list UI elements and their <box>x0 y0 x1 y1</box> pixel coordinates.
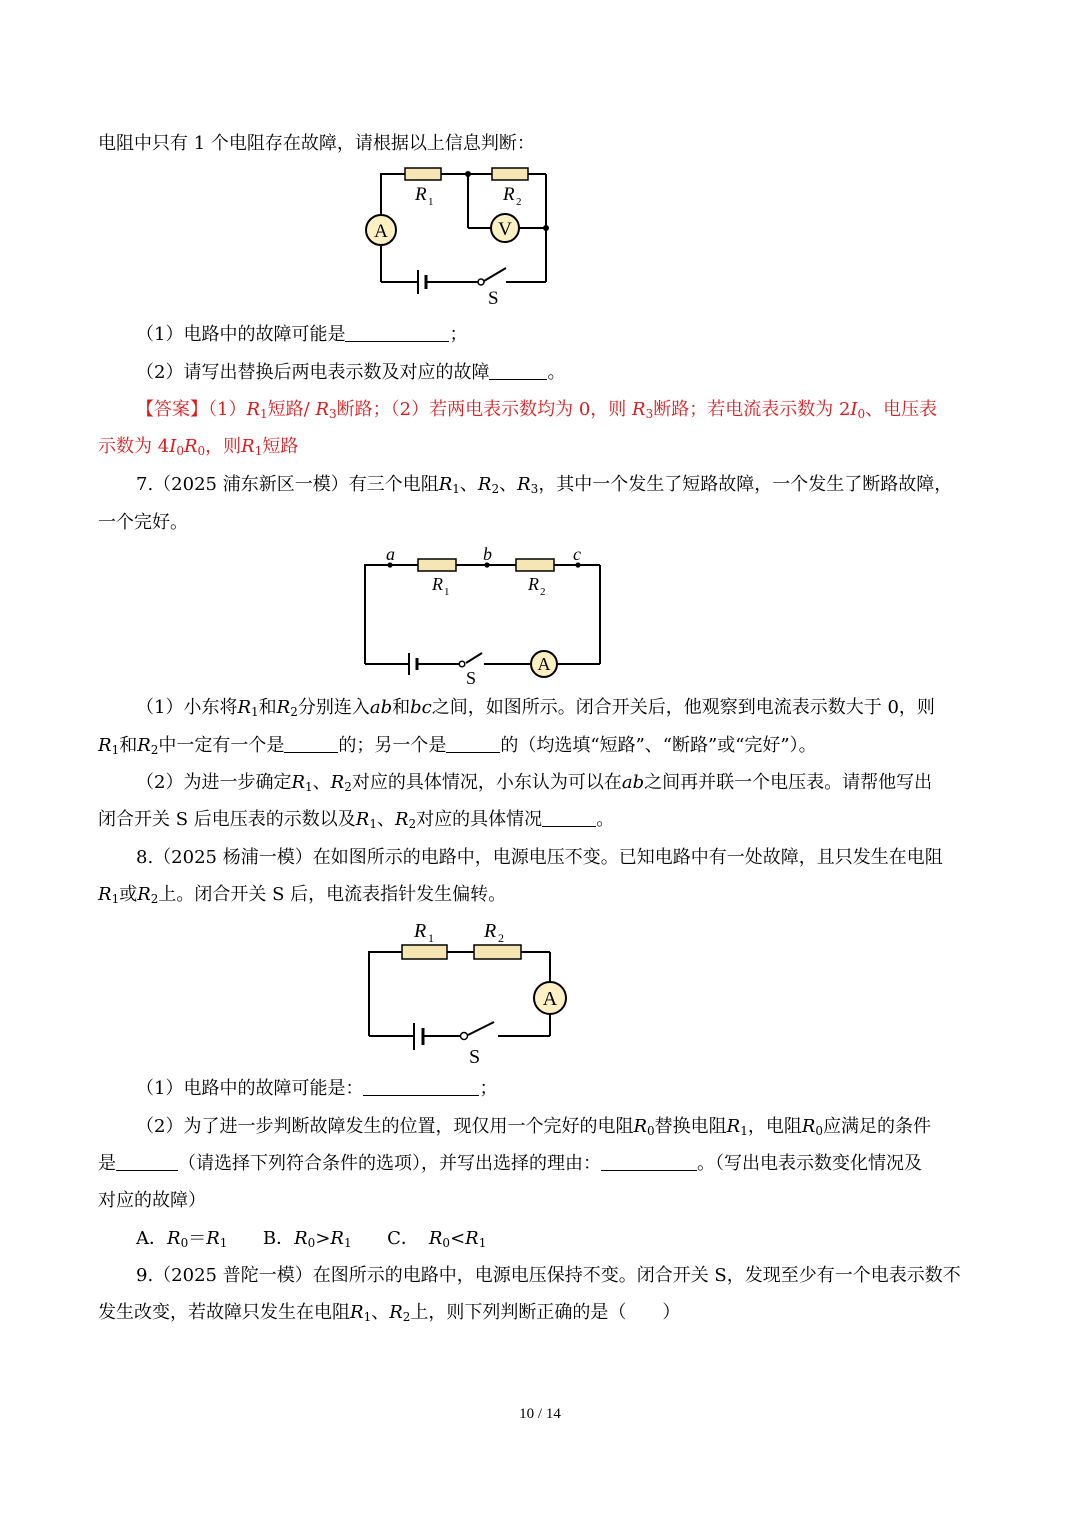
q8-stem: 8.（2025 杨浦一模）在如图所示的电路中，电源电压不变。已知电路中有一处故障，且只发生在电阻 <box>136 847 943 868</box>
ammeter-icon <box>534 982 566 1014</box>
q8-part2-line3: 对应的故障） <box>98 1190 206 1211</box>
svg-text:A: A <box>537 654 551 674</box>
answer-line-1: 【答案】$(1)R_1$短路/ $R_3$断路；（2）若两电表示数均为 0，则 $R_3$断路；若电流表示数为 $2I_0$、电压表 <box>136 399 938 421</box>
resistor-r2 <box>516 559 554 571</box>
label-r2: R <box>484 920 497 942</box>
q9-stem-line2: 发生改变，若故障只发生在电阻$R_1$、$R_2$上，则下列判断正确的是（ ） <box>98 1302 681 1324</box>
circuit-diagram-1 <box>360 160 560 310</box>
label-r1: R <box>432 574 443 594</box>
label-a: a <box>386 544 395 564</box>
option-a[interactable]: A．$R_0=R_1$ <box>136 1228 228 1250</box>
resistor-r2 <box>474 945 521 959</box>
ammeter-icon <box>531 651 557 677</box>
answer-blank[interactable] <box>601 1152 697 1171</box>
answer-blank[interactable] <box>363 1077 479 1096</box>
resistor-r1 <box>405 168 441 180</box>
circuit-diagram-3 <box>360 912 580 1072</box>
q8-stem-line2: $R_1$或$R_2$上。闭合开关 S 后，电流表指针发生偏转。 <box>98 884 507 906</box>
answer-blank[interactable] <box>446 734 500 753</box>
label-switch: S <box>488 288 499 309</box>
q7-part2-line2: 闭合开关 S 后电压表的示数以及$R_1$、$R_2$对应的具体情况 。 <box>98 809 615 831</box>
label-r2: R <box>528 574 539 594</box>
q7-part1: （1）小东将$R_1$和$R_2$分别连入ab和bc之间，如图所示。闭合开关后，他观察到电流表示数大于 0，则 <box>136 697 935 719</box>
voltmeter-icon <box>491 214 519 242</box>
q9-stem: 9.（2025 普陀一模）在图所示的电路中，电源电压保持不变。闭合开关 S，发现至少有一个电表示数不 <box>136 1265 961 1286</box>
q7-stem-line2: 一个完好。 <box>98 512 188 533</box>
q8-options <box>136 1227 486 1251</box>
resistor-r1 <box>418 559 456 571</box>
q8-part2: （2）为了进一步判断故障发生的位置，现仅用一个完好的电阻$R_0$替换电阻$R_1$，电阻$R_0$应满足的条件 <box>136 1116 932 1138</box>
label-b: b <box>483 544 492 564</box>
svg-text:A: A <box>374 221 388 242</box>
ammeter-icon <box>366 215 396 245</box>
svg-text:1: 1 <box>444 586 450 598</box>
svg-text:1: 1 <box>428 196 434 208</box>
svg-text:2: 2 <box>540 586 546 598</box>
answer-blank[interactable] <box>542 808 596 827</box>
label-r1: R <box>415 184 427 205</box>
svg-text:2: 2 <box>516 196 522 208</box>
option-c[interactable]: C． $R_0<R_1$ <box>387 1228 487 1250</box>
label-r1: R <box>414 920 427 942</box>
label-switch: S <box>466 668 477 688</box>
q8-part2-line2: 是 （请选择下列符合条件的选项），并写出选择的理由： 。（写出电表示数变化情况及 <box>98 1153 922 1174</box>
circuit-diagram-2 <box>350 540 610 690</box>
answer-blank[interactable] <box>345 323 449 342</box>
q8-part1: （1）电路中的故障可能是： ； <box>136 1078 498 1099</box>
svg-text:2: 2 <box>498 931 504 945</box>
q7-stem: 7.（2025 浦东新区一模）有三个电阻$R_1$、$R_2$、$R_3$，其中一个发生了短路故障，一个发生了断路故障， <box>136 474 953 496</box>
intro-text: 电阻中只有 1 个电阻存在故障，请根据以上信息判断： <box>98 133 535 154</box>
label-c: c <box>573 544 581 564</box>
svg-text:A: A <box>542 988 558 1010</box>
q7-part1-line2: $R_1$和$R_2$中一定有一个是 的；另一个是 的（均选填“短路”、“断路”或“完好”）。 <box>98 735 817 757</box>
svg-text:V: V <box>498 219 512 240</box>
q7-part2: （2）为进一步确定$R_1$、$R_2$对应的具体情况，小东认为可以在ab之间再并联一个电压表。请帮他写出 <box>136 772 933 794</box>
svg-text:1: 1 <box>428 931 434 945</box>
resistor-r1 <box>402 945 447 959</box>
answer-blank[interactable] <box>116 1152 178 1171</box>
q6-part1: （1）电路中的故障可能是 ； <box>136 324 468 345</box>
option-b[interactable]: B．$R_0>R_1$ <box>262 1228 352 1250</box>
label-r2: R <box>503 184 515 205</box>
q6-part2: （2）请写出替换后两电表示数及对应的故障 。 <box>136 362 566 383</box>
answer-line-2: 示数为 $4I_0R_0$，则$R_1$短路 <box>98 436 299 458</box>
page-number: 10 / 14 <box>519 1406 561 1422</box>
resistor-r2 <box>492 168 528 180</box>
answer-blank[interactable] <box>284 734 338 753</box>
label-switch: S <box>469 1046 481 1068</box>
answer-blank[interactable] <box>489 361 547 380</box>
